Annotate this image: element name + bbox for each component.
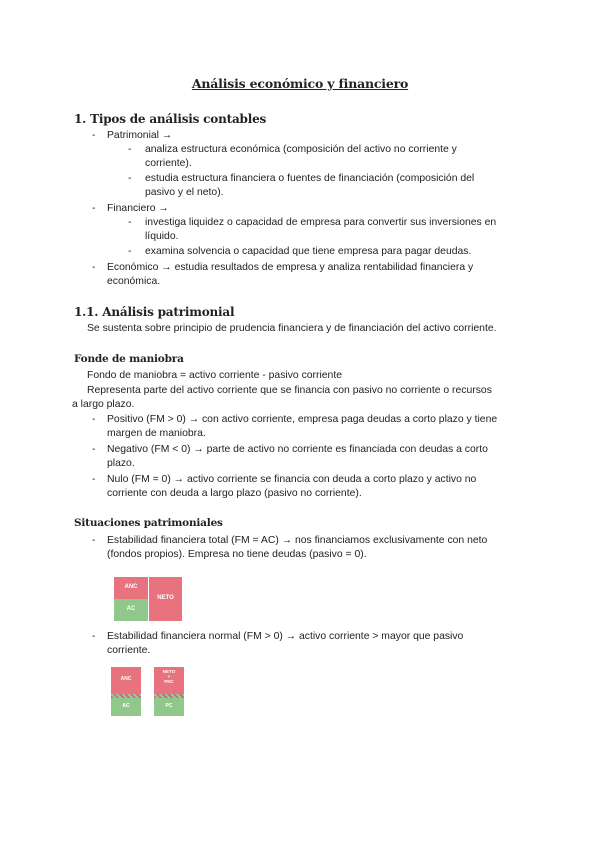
section-heading-tipos: 1. Tipos de análisis contables bbox=[74, 112, 267, 126]
fin-sub2: examina solvencia o capacidad que tiene empresa para pagar deudas. bbox=[145, 246, 472, 257]
fm-nulo-line1: Nulo (FM = 0) → activo corriente se financia con deuda a corto plazo y activo no bbox=[107, 474, 477, 485]
diagram2-anc-block bbox=[111, 667, 141, 694]
pat-sub2-line2: pasivo y el neto). bbox=[145, 187, 224, 198]
diagram2-neto-label: NETO bbox=[162, 669, 176, 674]
item-economico-line2: económica. bbox=[107, 276, 161, 287]
item-patrimonial: Patrimonial → bbox=[107, 130, 173, 141]
estabilidad-total-line2: (fondos propios). Empresa no tiene deudas (pasivo = 0). bbox=[107, 549, 367, 560]
fm-definition-line1: Representa parte del activo corriente que se financia con pasivo no corriente o recursos bbox=[87, 385, 492, 396]
diagram2-pnc-label: PNC bbox=[164, 679, 174, 684]
bullet-dash: - bbox=[92, 203, 96, 214]
bullet-dash: - bbox=[92, 414, 96, 425]
item-financiero: Financiero → bbox=[107, 203, 169, 214]
diagram2-pc-label: PC bbox=[165, 703, 173, 709]
diagram2-ac-block bbox=[111, 698, 141, 716]
fm-negativo-line2: plazo. bbox=[107, 458, 135, 469]
diagram1-anc-label: ANC bbox=[124, 584, 138, 590]
fm-nulo-line2: corriente con deuda a largo plazo (pasivo no corriente). bbox=[107, 488, 362, 499]
bullet-dash: - bbox=[128, 246, 132, 257]
pat-sub1-line1: analiza estructura económica (composición del activo no corriente y bbox=[145, 144, 457, 155]
diagram1-ac-label: AC bbox=[126, 606, 136, 612]
estabilidad-normal-line1: Estabilidad financiera normal (FM > 0) → activo corriente > mayor que pasivo bbox=[107, 631, 464, 642]
diagram1-neto-block bbox=[149, 577, 182, 621]
diagram1-neto-label: NETO bbox=[157, 595, 174, 601]
bullet-dash: - bbox=[128, 173, 132, 184]
pat-sub1-line2: corriente). bbox=[145, 158, 192, 169]
bullet-dash: - bbox=[92, 474, 96, 485]
diagram2-anc-label: ANC bbox=[120, 676, 132, 682]
subheading-fondo-maniobra: Fonde de maniobra bbox=[74, 353, 184, 365]
diagram1-anc-block bbox=[114, 577, 148, 599]
section-heading-analisis-patrimonial: 1.1. Análisis patrimonial bbox=[74, 305, 235, 319]
fm-definition-line2: a largo plazo. bbox=[72, 399, 135, 410]
fm-positivo-line1: Positivo (FM > 0) → con activo corriente, empresa paga deudas a corto plazo y tiene bbox=[107, 414, 498, 425]
estabilidad-total-line1: Estabilidad financiera total (FM = AC) → nos financiamos exclusivamente con neto bbox=[107, 535, 488, 546]
analisis-patrimonial-intro: Se sustenta sobre principio de prudencia financiera y de financiación del activo corriente. bbox=[87, 323, 497, 334]
fm-positivo-line2: margen de maniobra. bbox=[107, 428, 206, 439]
diagram2-neto-pnc-block bbox=[154, 667, 184, 694]
diagram2-ac-label: AC bbox=[122, 703, 130, 709]
bullet-dash: - bbox=[92, 535, 96, 546]
estabilidad-normal-line2: corriente. bbox=[107, 645, 151, 656]
fin-sub1-line1: investiga liquidez o capacidad de empresa para convertir sus inversiones en bbox=[145, 217, 497, 228]
bullet-dash: - bbox=[92, 130, 96, 141]
diagram1-ac-block bbox=[114, 599, 148, 621]
fm-negativo-line1: Negativo (FM < 0) → parte de activo no corriente es financiada con deudas a corto bbox=[107, 444, 488, 455]
document-title: Análisis económico y financiero bbox=[191, 76, 409, 91]
bullet-dash: - bbox=[92, 631, 96, 642]
diagram2-pc-block bbox=[154, 698, 184, 716]
bullet-dash: - bbox=[92, 262, 96, 273]
fin-sub1-line2: líquido. bbox=[145, 231, 179, 242]
item-economico-line1: Económico → estudia resultados de empresa y analiza rentabilidad financiera y bbox=[107, 262, 474, 273]
diagram2-plus-label: + bbox=[167, 674, 171, 679]
subheading-situaciones: Situaciones patrimoniales bbox=[74, 517, 223, 529]
bullet-dash: - bbox=[128, 144, 132, 155]
fm-formula: Fondo de maniobra = activo corriente - pasivo corriente bbox=[87, 370, 342, 381]
pat-sub2-line1: estudia estructura financiera o fuentes de financiación (composición del bbox=[145, 173, 475, 184]
bullet-dash: - bbox=[128, 217, 132, 228]
bullet-dash: - bbox=[92, 444, 96, 455]
